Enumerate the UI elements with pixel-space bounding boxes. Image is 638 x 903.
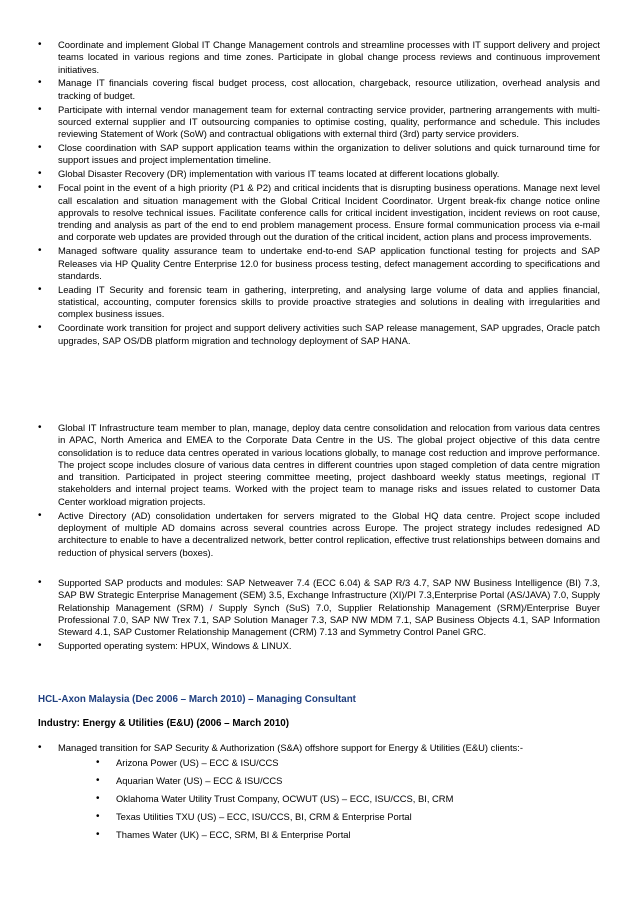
list-item: • Coordinate work transition for project and support delivery activities such SAP release management, SAP upgrades, Oracle patch upgrades, SAP OS/DB platform migration and technology deployment of SAP HANA. [0, 322, 638, 347]
list-item: • Leading IT Security and forensic team in gathering, interpreting, and analysing large volume of data and applies financial, statistical, accounting, computer forensics skills to provide proactive strategies and solutions in dealing with irregularities and complex business issues. [0, 284, 638, 321]
list-item: • Global Disaster Recovery (DR) implementation with various IT teams located at different locations globally. [0, 168, 638, 180]
list-item: • Manage IT financials covering fiscal budget process, cost allocation, chargeback, resource utilization, overhead analysis and tracking of budget. [0, 77, 638, 102]
infrastructure-list [0, 422, 638, 560]
list-item: • Active Directory (AD) consolidation undertaken for servers migrated to the Global HQ data centre. Project scope included deployment of multiple AD domains across several countries across Europe. The project strategy includes redesigned AD architecture to enable to have a decentralized network, better control replication, effective trust relationships between domains and reduction of physical servers (boxes). [0, 510, 638, 559]
list-item: • Participate with internal vendor management team for external contracting service provider, partnering arrangements with multi-sourced external supplier and IT outsourcing companies to optimise costing, quality, performance and schedule. This includes reviewing Statement of Work (SoW) and contractual obligations with external third (3rd) party service providers. [0, 104, 638, 141]
clients-list [58, 757, 600, 841]
responsibilities-list [0, 39, 638, 348]
list-item: • Global IT Infrastructure team member to plan, manage, deploy data centre consolidation and relocation from various data centres in APAC, North America and EMEA to the Corporate Data Centre in the US. The global project objective of this data centre consolidation is to reduce data centres operated in various locations globally, to manage cost reduction and improve performance. The project scope includes closure of various data centres in different countries upon staged completion of data centre migration and transition. Participated in project steering committee meeting, project dashboard weekly status meetings, regional IT stakeholders and internal project teams. Worked with the project team to manage risks and issues related to customer Data Center workload migration projects. [0, 422, 638, 508]
list-item: • Close coordination with SAP support application teams within the organization to deliver solutions and quick turnaround time for support issues and project implementation timeline. [0, 142, 638, 167]
list-item-text: Managed transition for SAP Security & Authorization (S&A) offshore support for Energy & Utilities (E&U) clients:- [58, 742, 523, 753]
list-item: • Coordinate and implement Global IT Change Management controls and streamline processes with IT support delivery and project teams located in various regions and time zones. Participate in global change process reviews and continuous improvement initiatives. [0, 39, 638, 76]
list-item: • Supported SAP products and modules: SAP Netweaver 7.4 (ECC 6.04) & SAP R/3 4.7, SAP NW Business Intelligence (BI) 7.3, SAP BW Strategic Enterprise Management (SEM) 3.5, Exchange Infrastructure (XI)/PI 7.3,Enterprise Portal (AS/JAVA) 7.0, Supply Relationship Management (SRM) / Supply Synch (SuS) 7.0, Supplier Relationship Management (SRM)/Enterprise Buyer Professional 7.0, SAP NW Trex 7.1, SAP Solution Manager 7.3, SAP NW MDM 7.1, SAP Business Objects 4.1, SAP Information Steward 4.1, SAP Customer Relationship Management (CRM) 7.13 and Symmetry Control Panel GRC. [0, 577, 638, 638]
hcl-axon-list [0, 742, 638, 847]
list-item [0, 742, 638, 842]
client-item: • Oklahoma Water Utility Trust Company, OCWUT (US) – ECC, ISU/CCS, BI, CRM [58, 793, 600, 805]
client-item: • Thames Water (UK) – ECC, SRM, BI & Enterprise Portal [58, 829, 600, 841]
client-item: • Texas Utilities TXU (US) – ECC, ISU/CCS, BI, CRM & Enterprise Portal [58, 811, 600, 823]
supported-products-list [0, 577, 638, 654]
list-item: • Focal point in the event of a high priority (P1 & P2) and critical incidents that is disrupting business operations. Manage next level call escalation and situation management with the Global Critical Incident Coordinator. Urgent break-fix change notice online approvals to resolve technical issues. Facilitate conference calls for critical incident investigation, incident reviews on root cause, trending and analysis as part of the end to end problem management process. Ensure formal communication process via e-mail and corporate web updates are provided through out the duration of the critical incident, action plans and process improvements. [0, 182, 638, 243]
industry-heading: Industry: Energy & Utilities (E&U) (2006 – March 2010) [38, 718, 289, 729]
company-heading: HCL-Axon Malaysia (Dec 2006 – March 2010) – Managing Consultant [38, 694, 356, 705]
list-item: • Managed software quality assurance team to undertake end-to-end SAP application functional testing for projects and SAP Releases via HP Quality Centre Enterprise 12.0 for business process testing, defect management according to specifications and standards. [0, 245, 638, 282]
list-item: • Supported operating system: HPUX, Windows & LINUX. [0, 640, 638, 652]
client-item: • Aquarian Water (US) – ECC & ISU/CCS [58, 775, 600, 787]
client-item: • Arizona Power (US) – ECC & ISU/CCS [58, 757, 600, 769]
